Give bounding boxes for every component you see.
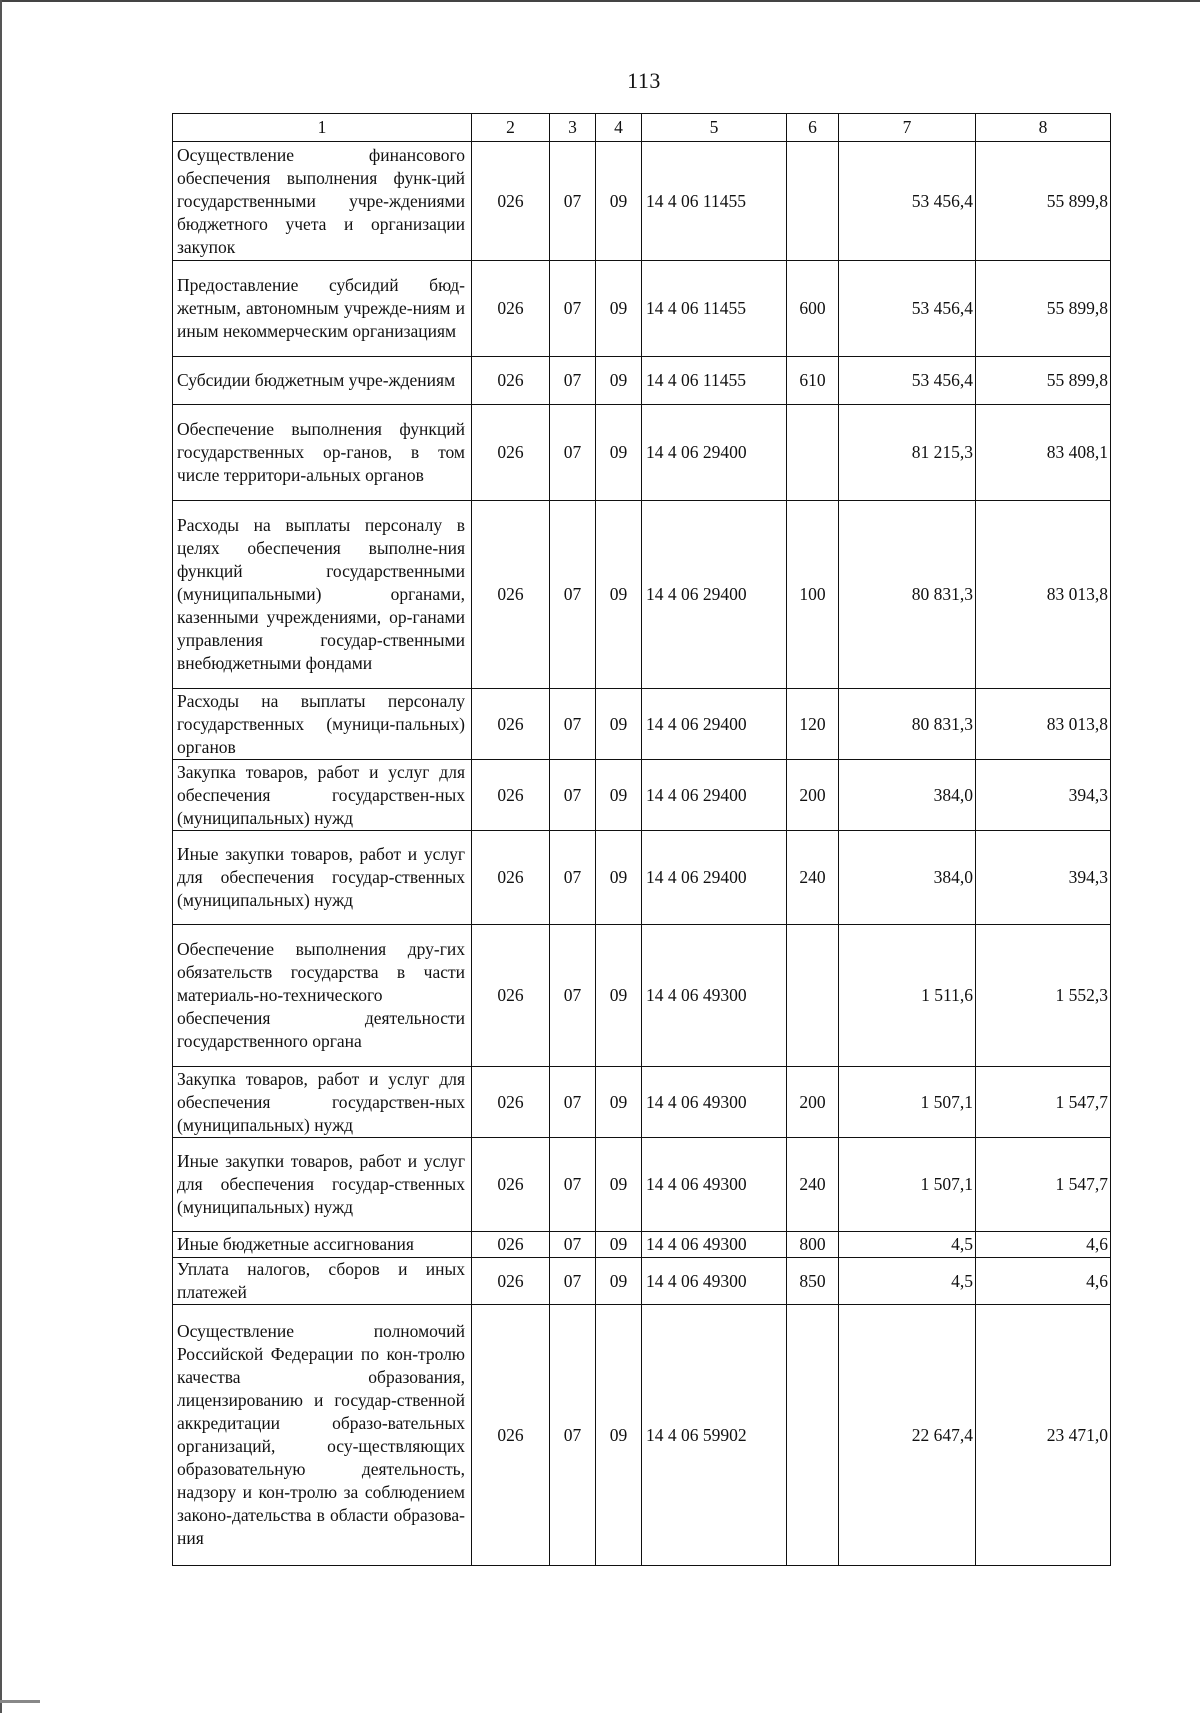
subsection-code-cell: 09 (596, 689, 642, 760)
scan-edge-left (0, 0, 2, 1713)
expense-type-cell: 850 (787, 1258, 839, 1305)
amount-col7-cell: 53 456,4 (839, 142, 976, 261)
expense-type-cell: 100 (787, 501, 839, 689)
page-number: 113 (627, 68, 661, 93)
amount-col8-cell: 4,6 (976, 1258, 1111, 1305)
expense-type-cell: 800 (787, 1232, 839, 1258)
subsection-code-cell: 09 (596, 357, 642, 405)
expense-type-cell: 240 (787, 831, 839, 925)
amount-col8-cell: 1 552,3 (976, 925, 1111, 1067)
subsection-code-cell: 09 (596, 142, 642, 261)
target-article-cell: 14 4 06 49300 (642, 1138, 787, 1232)
target-article-cell: 14 4 06 29400 (642, 405, 787, 501)
amount-col7-cell: 53 456,4 (839, 261, 976, 357)
section-code-cell: 07 (550, 1138, 596, 1232)
row-name-cell: Осуществление полномочий Российской Федерации по кон-тролю качества образования, лицензированию и государ-ственной аккредитации образо-вательных организаций, осу-ществляющих образовательную деятельность, надзору и кон-тролю за соблюдением законо-дательства в области образова-ния (173, 1305, 472, 1566)
target-article-cell: 14 4 06 49300 (642, 925, 787, 1067)
section-code-cell: 07 (550, 142, 596, 261)
scan-edge-top (0, 0, 1200, 2)
row-name-cell: Субсидии бюджетным учре-ждениям (173, 357, 472, 405)
target-article-cell: 14 4 06 49300 (642, 1232, 787, 1258)
amount-col8-cell: 394,3 (976, 760, 1111, 831)
table-row (173, 357, 1111, 405)
table-row (173, 1067, 1111, 1138)
expense-type-cell (787, 142, 839, 261)
table-body (173, 114, 1111, 1566)
target-article-cell: 14 4 06 11455 (642, 357, 787, 405)
subsection-code-cell: 09 (596, 760, 642, 831)
subsection-code-cell: 09 (596, 1232, 642, 1258)
table-row (173, 1305, 1111, 1566)
amount-col7-cell: 4,5 (839, 1232, 976, 1258)
ministry-code-cell: 026 (472, 1305, 550, 1566)
column-header: 2 (472, 114, 550, 142)
amount-col7-cell: 4,5 (839, 1258, 976, 1305)
target-article-cell: 14 4 06 29400 (642, 831, 787, 925)
row-name-cell: Закупка товаров, работ и услуг для обеспечения государствен-ных (муниципальных) нужд (173, 1067, 472, 1138)
expense-type-cell: 120 (787, 689, 839, 760)
subsection-code-cell: 09 (596, 1258, 642, 1305)
target-article-cell: 14 4 06 59902 (642, 1305, 787, 1566)
section-code-cell: 07 (550, 760, 596, 831)
amount-col8-cell: 83 408,1 (976, 405, 1111, 501)
row-name-cell: Закупка товаров, работ и услуг для обеспечения государствен-ных (муниципальных) нужд (173, 760, 472, 831)
expense-type-cell: 200 (787, 760, 839, 831)
amount-col8-cell: 394,3 (976, 831, 1111, 925)
amount-col7-cell: 1 507,1 (839, 1067, 976, 1138)
expense-type-cell: 600 (787, 261, 839, 357)
column-header: 1 (173, 114, 472, 142)
target-article-cell: 14 4 06 29400 (642, 760, 787, 831)
section-code-cell: 07 (550, 261, 596, 357)
amount-col7-cell: 80 831,3 (839, 501, 976, 689)
amount-col7-cell: 384,0 (839, 831, 976, 925)
subsection-code-cell: 09 (596, 925, 642, 1067)
ministry-code-cell: 026 (472, 1258, 550, 1305)
row-name-cell: Иные закупки товаров, работ и услуг для обеспечения государ-ственных (муниципальных) нужд (173, 831, 472, 925)
subsection-code-cell: 09 (596, 405, 642, 501)
ministry-code-cell: 026 (472, 760, 550, 831)
column-header: 8 (976, 114, 1111, 142)
column-header: 4 (596, 114, 642, 142)
ministry-code-cell: 026 (472, 925, 550, 1067)
subsection-code-cell: 09 (596, 261, 642, 357)
table-row (173, 760, 1111, 831)
amount-col7-cell: 81 215,3 (839, 405, 976, 501)
amount-col8-cell: 55 899,8 (976, 142, 1111, 261)
amount-col7-cell: 1 511,6 (839, 925, 976, 1067)
expense-type-cell: 200 (787, 1067, 839, 1138)
section-code-cell: 07 (550, 405, 596, 501)
expense-type-cell (787, 925, 839, 1067)
row-name-cell: Осуществление финансового обеспечения выполнения функ-ций государственными учре-ждениями бюджетного учета и организации закупок (173, 142, 472, 261)
amount-col7-cell: 384,0 (839, 760, 976, 831)
budget-table (172, 113, 1111, 1566)
amount-col7-cell: 1 507,1 (839, 1138, 976, 1232)
table-row (173, 1138, 1111, 1232)
ministry-code-cell: 026 (472, 689, 550, 760)
row-name-cell: Расходы на выплаты персоналу государственных (муници-пальных) органов (173, 689, 472, 760)
amount-col8-cell: 83 013,8 (976, 501, 1111, 689)
ministry-code-cell: 026 (472, 1232, 550, 1258)
ministry-code-cell: 026 (472, 357, 550, 405)
ministry-code-cell: 026 (472, 142, 550, 261)
target-article-cell: 14 4 06 11455 (642, 261, 787, 357)
subsection-code-cell: 09 (596, 501, 642, 689)
table-row (173, 405, 1111, 501)
column-header: 6 (787, 114, 839, 142)
subsection-code-cell: 09 (596, 1138, 642, 1232)
table-row (173, 1232, 1111, 1258)
section-code-cell: 07 (550, 1305, 596, 1566)
table-row (173, 1258, 1111, 1305)
subsection-code-cell: 09 (596, 1067, 642, 1138)
amount-col7-cell: 53 456,4 (839, 357, 976, 405)
expense-type-cell: 610 (787, 357, 839, 405)
section-code-cell: 07 (550, 689, 596, 760)
row-name-cell: Уплата налогов, сборов и иных платежей (173, 1258, 472, 1305)
column-header: 7 (839, 114, 976, 142)
target-article-cell: 14 4 06 49300 (642, 1258, 787, 1305)
row-name-cell: Обеспечение выполнения дру-гих обязательств государства в части материаль-но-технического обеспечения деятельности государственного органа (173, 925, 472, 1067)
amount-col8-cell: 23 471,0 (976, 1305, 1111, 1566)
section-code-cell: 07 (550, 831, 596, 925)
column-header: 3 (550, 114, 596, 142)
amount-col8-cell: 55 899,8 (976, 357, 1111, 405)
table-row (173, 689, 1111, 760)
section-code-cell: 07 (550, 357, 596, 405)
amount-col8-cell: 4,6 (976, 1232, 1111, 1258)
scan-edge-bottom (0, 1700, 40, 1703)
row-name-cell: Предоставление субсидий бюд-жетным, автономным учрежде-ниям и иным некоммерческим организациям (173, 261, 472, 357)
row-name-cell: Расходы на выплаты персоналу в целях обеспечения выполне-ния функций государственными (муниципальными) органами, казенными учреждениями, ор-ганами управления государ-ственными внебюджетными фондами (173, 501, 472, 689)
table-row (173, 831, 1111, 925)
amount-col8-cell: 1 547,7 (976, 1138, 1111, 1232)
amount-col7-cell: 22 647,4 (839, 1305, 976, 1566)
expense-type-cell: 240 (787, 1138, 839, 1232)
section-code-cell: 07 (550, 1067, 596, 1138)
amount-col7-cell: 80 831,3 (839, 689, 976, 760)
ministry-code-cell: 026 (472, 261, 550, 357)
amount-col8-cell: 1 547,7 (976, 1067, 1111, 1138)
section-code-cell: 07 (550, 501, 596, 689)
section-code-cell: 07 (550, 925, 596, 1067)
row-name-cell: Обеспечение выполнения функций государственных ор-ганов, в том числе территори-альных органов (173, 405, 472, 501)
ministry-code-cell: 026 (472, 501, 550, 689)
table-row (173, 925, 1111, 1067)
row-name-cell: Иные бюджетные ассигнования (173, 1232, 472, 1258)
section-code-cell: 07 (550, 1232, 596, 1258)
expense-type-cell (787, 1305, 839, 1566)
subsection-code-cell: 09 (596, 1305, 642, 1566)
ministry-code-cell: 026 (472, 831, 550, 925)
column-header: 5 (642, 114, 787, 142)
amount-col8-cell: 83 013,8 (976, 689, 1111, 760)
expense-type-cell (787, 405, 839, 501)
ministry-code-cell: 026 (472, 1067, 550, 1138)
row-name-cell: Иные закупки товаров, работ и услуг для обеспечения государ-ственных (муниципальных) нужд (173, 1138, 472, 1232)
target-article-cell: 14 4 06 11455 (642, 142, 787, 261)
target-article-cell: 14 4 06 49300 (642, 1067, 787, 1138)
amount-col8-cell: 55 899,8 (976, 261, 1111, 357)
table-row (173, 142, 1111, 261)
target-article-cell: 14 4 06 29400 (642, 501, 787, 689)
subsection-code-cell: 09 (596, 831, 642, 925)
table-row (173, 261, 1111, 357)
table-row (173, 501, 1111, 689)
ministry-code-cell: 026 (472, 405, 550, 501)
section-code-cell: 07 (550, 1258, 596, 1305)
header-row (173, 114, 1111, 142)
target-article-cell: 14 4 06 29400 (642, 689, 787, 760)
ministry-code-cell: 026 (472, 1138, 550, 1232)
